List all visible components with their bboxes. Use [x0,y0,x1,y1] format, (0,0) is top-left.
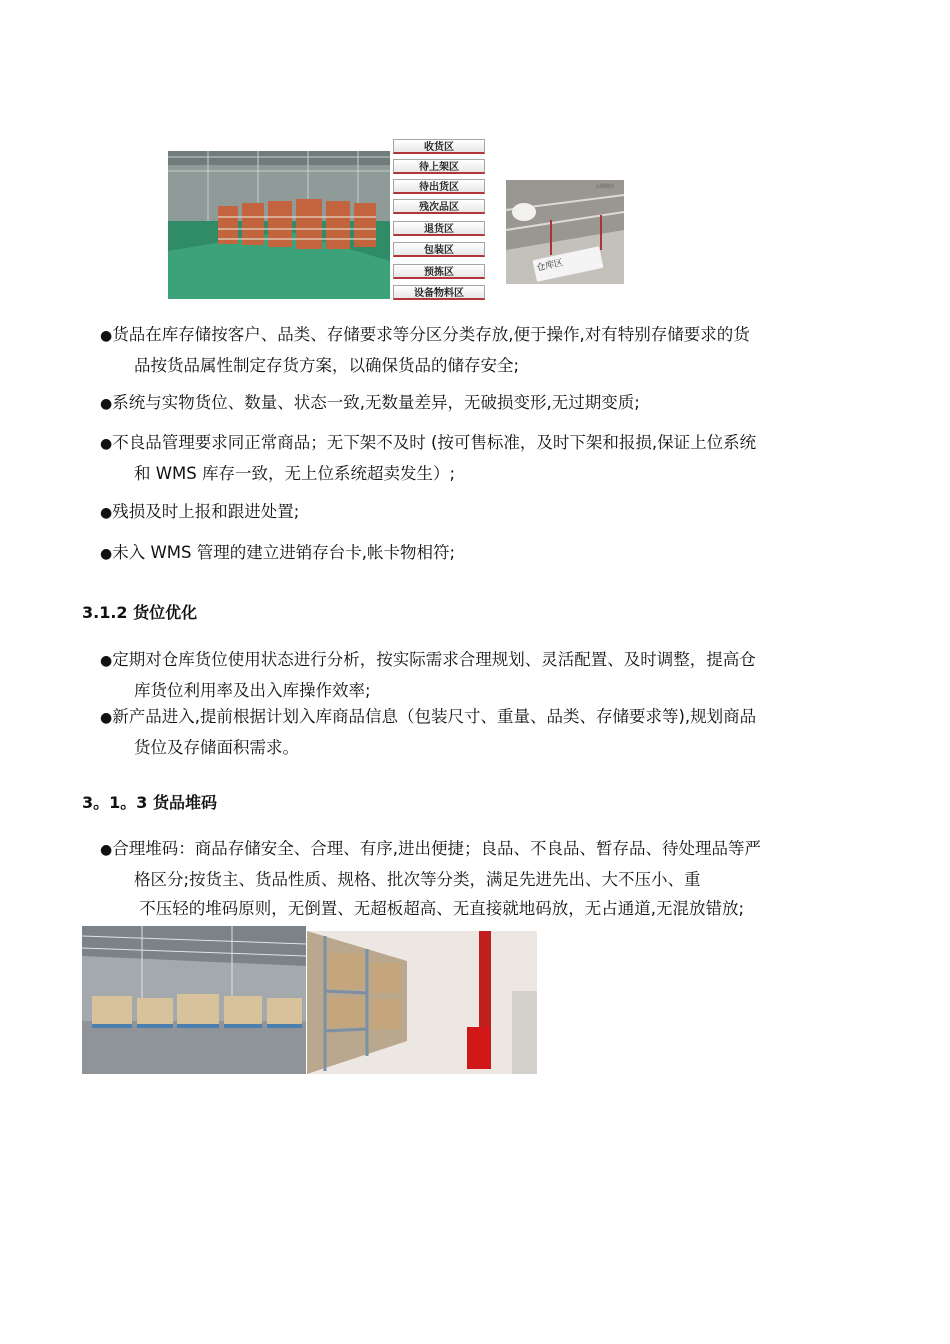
list-item [100,497,875,528]
pallet-stacking-photo [82,926,306,1074]
section-heading: 3.1.2 货位优化 [82,603,198,622]
list-item-text: 未入 WMS 管理的建立进销存台卡,帐卡物相符; [112,543,456,562]
list-item-text: 残损及时上报和跟进处置; [112,502,300,521]
list-item [100,834,890,923]
bullet-marker: ● [100,436,113,452]
bullet-marker: ● [100,842,113,858]
bullet-marker: ● [100,546,113,562]
zone-label-defective: 残次品区 [393,199,485,214]
bullet-marker: ● [100,710,113,726]
list-item-text: 品按货品属性制定存货方案，以确保货品的储存安全; [134,356,520,375]
list-item [100,320,875,380]
zone-label-returns: 退货区 [393,221,485,236]
zone-sign-text: 仓库区 [535,258,565,274]
sample-image-caption: 示例图片 [595,184,616,190]
list-item-text: 库货位利用率及出入库操作效率; [134,681,371,700]
list-item-text: 不压轻的堆码原则，无倒置、无超板超高、无直接就地码放，无占通道,无混放错放; [134,899,745,918]
list-item-text: 新产品进入,提前根据计划入库商品信息（包装尺寸、重量、品类、存储要求等),规划商品 [112,707,757,726]
zone-label-receiving: 收货区 [393,139,485,154]
list-item-text: 货品在库存储按客户、品类、存储要求等分区分类存放,便于操作,对有特别存储要求的货 [112,325,750,344]
list-item-text: 和 WMS 库存一致，无上位系统超卖发生）; [134,464,456,483]
zone-label-equipment: 设备物料区 [393,285,485,300]
list-item-text: 货位及存储面积需求。 [134,738,299,757]
list-item [100,428,875,488]
list-item-text: 定期对仓库货位使用状态进行分析，按实际需求合理规划、灵活配置、及时调整，提高仓 [112,650,756,669]
list-item [100,702,875,762]
zone-label-list [393,138,488,301]
zone-label-packing: 包装区 [393,242,485,257]
zone-label-pre-picking: 预拣区 [393,264,485,279]
list-item-text: 系统与实物货位、数量、状态一致,无数量差异，无破损变形,无过期变质; [112,393,640,412]
shelving-aisle-photo [307,931,537,1074]
warehouse-floor-photo [168,151,390,299]
zone-sign-photo [506,180,624,284]
list-item [100,538,875,569]
zone-label-pending-shipping: 待出货区 [393,179,485,194]
list-item [100,388,875,419]
list-item [100,645,875,705]
section-heading: 3。1。3 货品堆码 [82,793,217,812]
zone-label-pending-shelving: 待上架区 [393,159,485,174]
list-item-text: 合理堆码：商品存储安全、合理、有序,进出便捷；良品、不良品、暂存品、待处理品等严 [112,839,761,858]
bullet-marker: ● [100,328,113,344]
bullet-marker: ● [100,505,113,521]
list-item-text: 格区分;按货主、货品性质、规格、批次等分类，满足先进先出、大不压小、重 [134,870,701,889]
list-item-text: 不良品管理要求同正常商品；无下架不及时 (按可售标准，及时下架和报损,保证上位系统 [112,433,757,452]
bullet-marker: ● [100,396,113,412]
bullet-marker: ● [100,653,113,669]
